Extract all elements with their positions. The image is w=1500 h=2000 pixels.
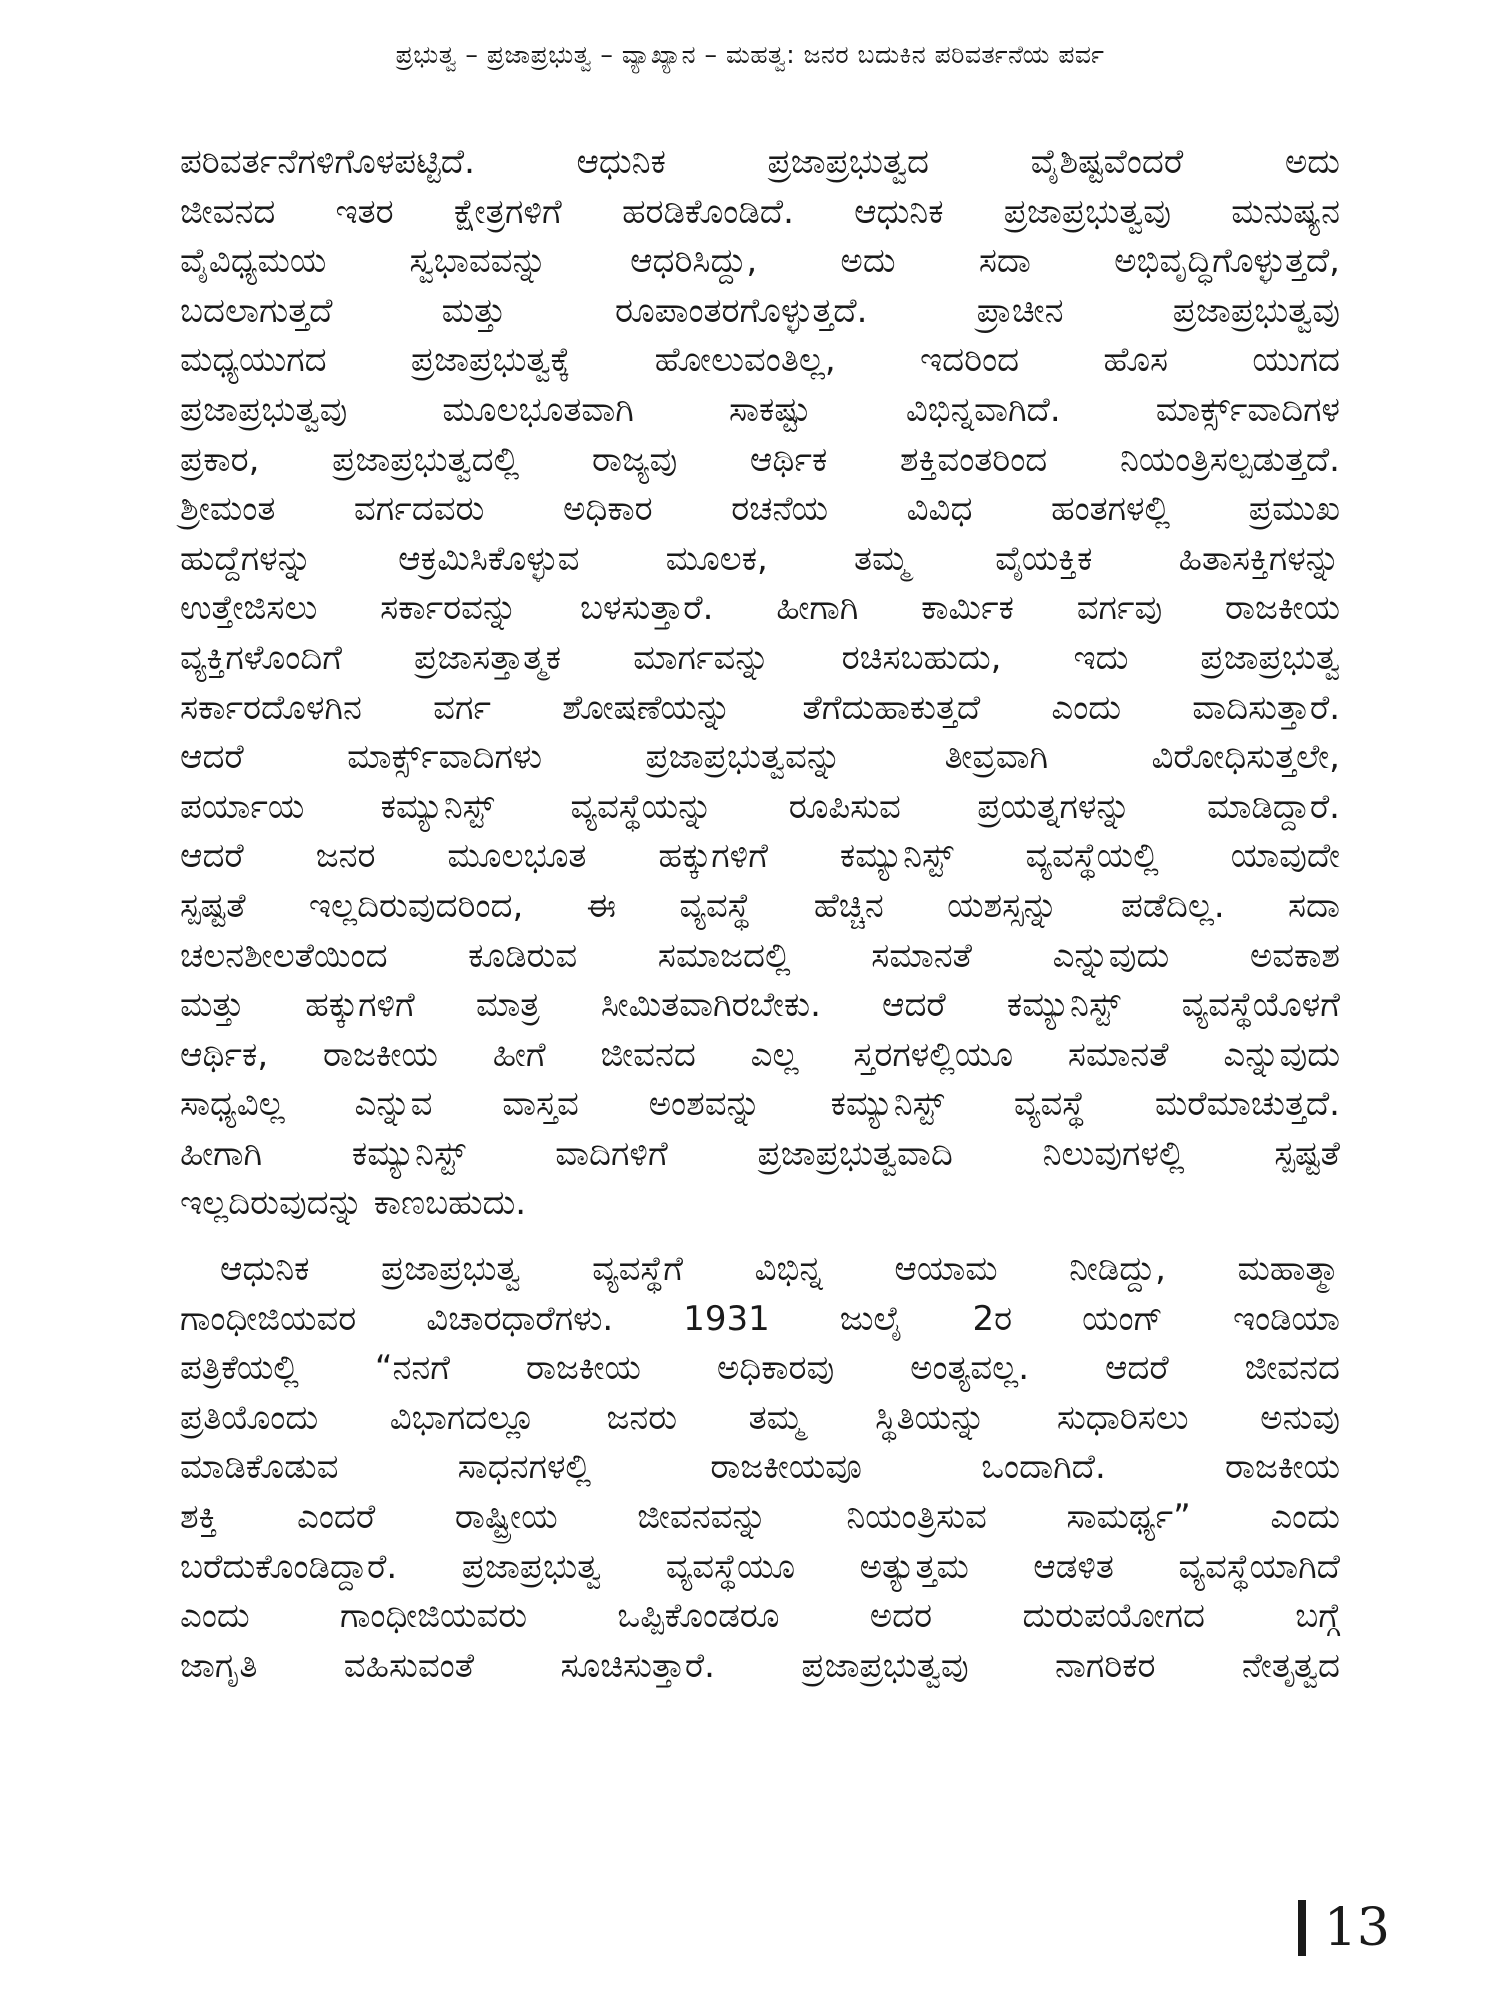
text-line: ಮಾಡಿಕೊಡುವ ಸಾಧನಗಳಲ್ಲಿ ರಾಜಕೀಯವೂ ಒಂದಾಗಿದೆ. ರಾಜಕೀಯ bbox=[180, 1447, 1340, 1488]
paragraph-1 bbox=[180, 138, 1340, 1229]
text-line: ಸ್ಪಷ್ಟತೆ ಇಲ್ಲದಿರುವುದರಿಂದ, ಈ ವ್ಯವಸ್ಥೆ ಹೆಚ್ಚಿನ ಯಶಸ್ಸನ್ನು ಪಡೆದಿಲ್ಲ. ಸದಾ bbox=[180, 885, 1340, 926]
text-line: ಹೀಗಾಗಿ ಕಮ್ಯುನಿಸ್ಟ್ ವಾದಿಗಳಿಗೆ ಪ್ರಜಾಪ್ರಭುತ್ವವಾದಿ ನಿಲುವುಗಳಲ್ಲಿ ಸ್ಪಷ್ಟತೆ bbox=[180, 1133, 1340, 1174]
page-body bbox=[180, 138, 1340, 1691]
text-line: ಶ್ರೀಮಂತ ವರ್ಗದವರು ಅಧಿಕಾರ ರಚನೆಯ ವಿವಿಧ ಹಂತಗಳಲ್ಲಿ ಪ್ರಮುಖ bbox=[180, 489, 1340, 530]
text-line: ಮತ್ತು ಹಕ್ಕುಗಳಿಗೆ ಮಾತ್ರ ಸೀಮಿತವಾಗಿರಬೇಕು. ಆದರೆ ಕಮ್ಯುನಿಸ್ಟ್ ವ್ಯವಸ್ಥೆಯೊಳಗೆ bbox=[180, 985, 1340, 1026]
text-line: ಪ್ರಜಾಪ್ರಭುತ್ವವು ಮೂಲಭೂತವಾಗಿ ಸಾಕಷ್ಟು ವಿಭಿನ್ನವಾಗಿದೆ. ಮಾರ್ಕ್ಸ್‌ವಾದಿಗಳ bbox=[180, 389, 1340, 430]
text-line: ಪ್ರಕಾರ, ಪ್ರಜಾಪ್ರಭುತ್ವದಲ್ಲಿ ರಾಜ್ಯವು ಆರ್ಥಿಕ ಶಕ್ತಿವಂತರಿಂದ ನಿಯಂತ್ರಿಸಲ್ಪಡುತ್ತದೆ. bbox=[180, 439, 1340, 480]
text-line: ಗಾಂಧೀಜಿಯವರ ವಿಚಾರಧಾರೆಗಳು. 1931 ಜುಲೈ 2ರ ಯಂಗ್ ಇಂಡಿಯಾ bbox=[180, 1298, 1340, 1339]
text-line: ಇಲ್ಲದಿರುವುದನ್ನು ಕಾಣಬಹುದು. bbox=[180, 1183, 527, 1224]
text-line: ಶಕ್ತಿ ಎಂದರೆ ರಾಷ್ಟ್ರೀಯ ಜೀವನವನ್ನು ನಿಯಂತ್ರಿಸುವ ಸಾಮರ್ಥ್ಯ” ಎಂದು bbox=[180, 1497, 1340, 1538]
text-line: ಎಂದು ಗಾಂಧೀಜಿಯವರು ಒಪ್ಪಿಕೊಂಡರೂ ಅದರ ದುರುಪಯೋಗದ ಬಗ್ಗೆ bbox=[180, 1596, 1340, 1637]
text-line: ಪ್ರತಿಯೊಂದು ವಿಭಾಗದಲ್ಲೂ ಜನರು ತಮ್ಮ ಸ್ಥಿತಿಯನ್ನು ಸುಧಾರಿಸಲು ಅನುವು bbox=[180, 1397, 1340, 1438]
text-line: ಹುದ್ದೆಗಳನ್ನು ಆಕ್ರಮಿಸಿಕೊಳ್ಳುವ ಮೂಲಕ, ತಮ್ಮ ವೈಯಕ್ತಿಕ ಹಿತಾಸಕ್ತಿಗಳನ್ನು bbox=[180, 538, 1340, 579]
text-line: ಸಾಧ್ಯವಿಲ್ಲ ಎನ್ನುವ ವಾಸ್ತವ ಅಂಶವನ್ನು ಕಮ್ಯುನಿಸ್ಟ್ ವ್ಯವಸ್ಥೆ ಮರೆಮಾಚುತ್ತದೆ. bbox=[180, 1084, 1340, 1125]
page-number-bar bbox=[1298, 1900, 1306, 1956]
text-line: ಬದಲಾಗುತ್ತದೆ ಮತ್ತು ರೂಪಾಂತರಗೊಳ್ಳುತ್ತದೆ. ಪ್ರಾಚೀನ ಪ್ರಜಾಪ್ರಭುತ್ವವು bbox=[180, 290, 1340, 331]
text-line: ಚಲನಶೀಲತೆಯಿಂದ ಕೂಡಿರುವ ಸಮಾಜದಲ್ಲಿ ಸಮಾನತೆ ಎನ್ನುವುದು ಅವಕಾಶ bbox=[180, 935, 1340, 976]
text-line: ಪರಿವರ್ತನೆಗಳಿಗೊಳಪಟ್ಟಿದೆ. ಆಧುನಿಕ ಪ್ರಜಾಪ್ರಭುತ್ವದ ವೈಶಿಷ್ಟವೆಂದರೆ ಅದು bbox=[180, 142, 1340, 182]
text-line: ವೈವಿಧ್ಯಮಯ ಸ್ವಭಾವವನ್ನು ಆಧರಿಸಿದ್ದು, ಅದು ಸದಾ ಅಭಿವೃದ್ಧಿಗೊಳ್ಳುತ್ತದೆ, bbox=[180, 241, 1340, 282]
text-line: ಸರ್ಕಾರದೊಳಗಿನ ವರ್ಗ ಶೋಷಣೆಯನ್ನು ತೆಗೆದುಹಾಕುತ್ತದೆ ಎಂದು ವಾದಿಸುತ್ತಾರೆ. bbox=[180, 687, 1340, 728]
text-line: ಪರ್ಯಾಯ ಕಮ್ಯುನಿಸ್ಟ್ ವ್ಯವಸ್ಥೆಯನ್ನು ರೂಪಿಸುವ ಪ್ರಯತ್ನಗಳನ್ನು ಮಾಡಿದ್ದಾರೆ. bbox=[180, 786, 1340, 827]
text-line: ಜೀವನದ ಇತರ ಕ್ಷೇತ್ರಗಳಿಗೆ ಹರಡಿಕೊಂಡಿದೆ. ಆಧುನಿಕ ಪ್ರಜಾಪ್ರಭುತ್ವವು ಮನುಷ್ಯನ bbox=[180, 191, 1340, 232]
text-line: ಜಾಗೃತಿ ವಹಿಸುವಂತೆ ಸೂಚಿಸುತ್ತಾರೆ. ಪ್ರಜಾಪ್ರಭುತ್ವವು ನಾಗರಿಕರ ನೇತೃತ್ವದ bbox=[180, 1645, 1340, 1686]
text-line: ಆದರೆ ಜನರ ಮೂಲಭೂತ ಹಕ್ಕುಗಳಿಗೆ ಕಮ್ಯುನಿಸ್ಟ್ ವ್ಯವಸ್ಥೆಯಲ್ಲಿ ಯಾವುದೇ bbox=[180, 836, 1340, 877]
paragraph-2 bbox=[180, 1245, 1340, 1691]
text-line: ಮಧ್ಯಯುಗದ ಪ್ರಜಾಪ್ರಭುತ್ವಕ್ಕೆ ಹೋಲುವಂತಿಲ್ಲ, ಇದರಿಂದ ಹೊಸ ಯುಗದ bbox=[180, 340, 1340, 381]
running-header bbox=[160, 40, 1340, 70]
text-line: ಆದರೆ ಮಾರ್ಕ್ಸ್‌ವಾದಿಗಳು ಪ್ರಜಾಪ್ರಭುತ್ವವನ್ನು ತೀವ್ರವಾಗಿ ವಿರೋಧಿಸುತ್ತಲೇ, bbox=[180, 737, 1340, 778]
text-line: ವ್ಯಕ್ತಿಗಳೊಂದಿಗೆ ಪ್ರಜಾಸತ್ತಾತ್ಮಕ ಮಾರ್ಗವನ್ನು ರಚಿಸಬಹುದು, ಇದು ಪ್ರಜಾಪ್ರಭುತ್ವ bbox=[180, 637, 1340, 678]
text-line: ಉತ್ತೇಜಿಸಲು ಸರ್ಕಾರವನ್ನು ಬಳಸುತ್ತಾರೆ. ಹೀಗಾಗಿ ಕಾರ್ಮಿಕ ವರ್ಗವು ರಾಜಕೀಯ bbox=[180, 588, 1340, 629]
text-line: ಆಧುನಿಕ ಪ್ರಜಾಪ್ರಭುತ್ವ ವ್ಯವಸ್ಥೆಗೆ ವಿಭಿನ್ನ ಆಯಾಮ ನೀಡಿದ್ದು, ಮಹಾತ್ಮಾ bbox=[220, 1249, 1340, 1290]
text-line: ಆರ್ಥಿಕ, ರಾಜಕೀಯ ಹೀಗೆ ಜೀವನದ ಎಲ್ಲ ಸ್ತರಗಳಲ್ಲಿಯೂ ಸಮಾನತೆ ಎನ್ನುವುದು bbox=[180, 1034, 1340, 1075]
header-title: ಪ್ರಭುತ್ವ – ಪ್ರಜಾಪ್ರಭುತ್ವ – ವ್ಯಾಖ್ಯಾನ – ಮಹತ್ವ: ಜನರ ಬದುಕಿನ ಪರಿವರ್ತನೆಯ ಪರ್ವ bbox=[395, 40, 1105, 69]
page-number: 13 bbox=[1323, 1898, 1390, 1958]
page-footer bbox=[1298, 1900, 1390, 1956]
text-line: ಬರೆದುಕೊಂಡಿದ್ದಾರೆ. ಪ್ರಜಾಪ್ರಭುತ್ವ ವ್ಯವಸ್ಥೆಯೂ ಅತ್ಯುತ್ತಮ ಆಡಳಿತ ವ್ಯವಸ್ಥೆಯಾಗಿದೆ bbox=[180, 1546, 1340, 1587]
text-line: ಪತ್ರಿಕೆಯಲ್ಲಿ “ನನಗೆ ರಾಜಕೀಯ ಅಧಿಕಾರವು ಅಂತ್ಯವಲ್ಲ. ಆದರೆ ಜೀವನದ bbox=[180, 1348, 1340, 1389]
